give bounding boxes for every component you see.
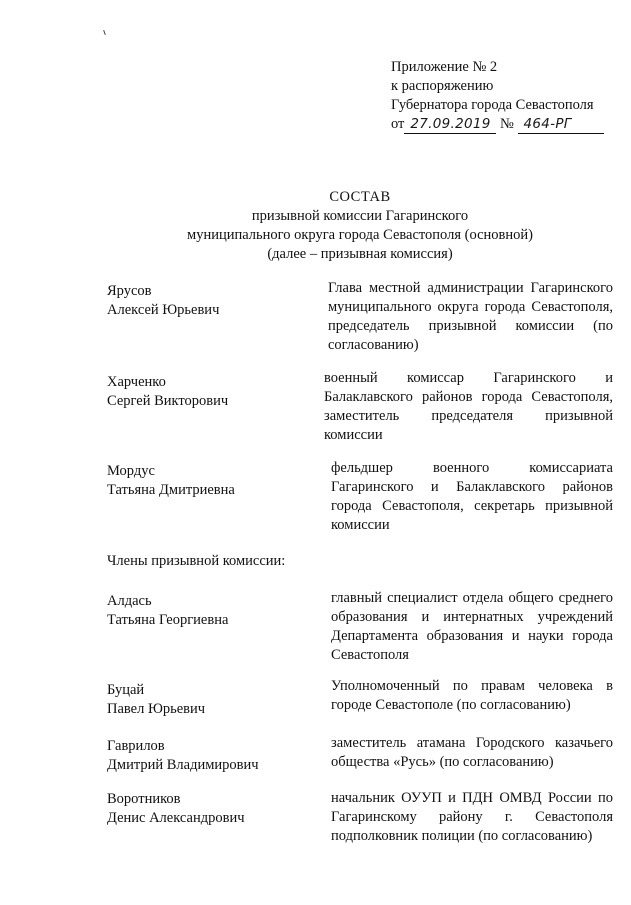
person-given-names: Сергей Викторович — [107, 393, 229, 409]
person-role: заместитель атамана Городского казачьего общества «Русь» (по согласованию) — [331, 735, 613, 770]
person-surname: Ярусов — [107, 283, 152, 299]
person-given-names: Алексей Юрьевич — [107, 302, 220, 318]
person-surname: Гаврилов — [107, 738, 165, 754]
person-role: Глава местной администрации Гагаринского муниципального округа города Севастополя, председатель призывной комиссии (по согласованию) — [328, 280, 613, 353]
person-name — [107, 790, 297, 828]
person-given-names: Павел Юрьевич — [107, 701, 206, 717]
document-title — [160, 188, 560, 264]
person-name — [107, 462, 297, 500]
date-prefix: от — [391, 116, 405, 132]
appendix-line-1: Приложение № 2 — [391, 59, 498, 75]
person-surname: Мордус — [107, 463, 155, 479]
person-given-names: Татьяна Георгиевна — [107, 612, 229, 628]
person-name — [107, 282, 297, 320]
person-name — [107, 737, 297, 775]
person-surname: Буцай — [107, 682, 145, 698]
person-surname: Харченко — [107, 374, 166, 390]
person-role: военный комиссар Гагаринского и Балаклавского районов города Севастополя, заместитель председателя призывной комиссии — [324, 370, 613, 443]
title-line-3: (далее – призывная комиссия) — [267, 246, 453, 262]
appendix-line-2: к распоряжению — [391, 78, 494, 94]
person-given-names: Татьяна Дмитриевна — [107, 482, 235, 498]
person-name — [107, 373, 297, 411]
handwritten-date: 27.09.2019 — [404, 116, 496, 134]
person-given-names: Дмитрий Владимирович — [107, 757, 259, 773]
person-name — [107, 592, 297, 630]
person-role: начальник ОУУП и ПДН ОМВД России по Гагаринскому району г. Севастополя подполковник полиции (по согласованию) — [331, 790, 613, 844]
person-role: Уполномоченный по правам человека в городе Севастополе (по согласованию) — [331, 678, 613, 713]
handwritten-number: 464-РГ — [518, 116, 604, 134]
person-surname: Воротников — [107, 791, 181, 807]
title-line-2: муниципального округа города Севастополя (основной) — [187, 227, 533, 243]
title-main: СОСТАВ — [329, 189, 391, 205]
person-given-names: Денис Александрович — [107, 810, 245, 826]
appendix-date-line — [391, 115, 626, 134]
person-role: главный специалист отдела общего среднего образования и интернатных учреждений Департамента образования и науки города Севастополя — [331, 590, 613, 663]
appendix-line-3: Губернатора города Севастополя — [391, 97, 594, 113]
person-role: фельдшер военного комиссариата Гагаринского и Балаклавского районов города Севастополя, секретарь призывной комиссии — [331, 460, 613, 533]
title-line-1: призывной комиссии Гагаринского — [251, 208, 469, 224]
number-prefix: № — [500, 116, 514, 132]
person-name — [107, 681, 297, 719]
stray-mark — [103, 30, 106, 35]
appendix-block — [391, 58, 626, 134]
person-surname: Алдась — [107, 593, 152, 609]
members-heading: Члены призывной комиссии: — [107, 553, 286, 569]
